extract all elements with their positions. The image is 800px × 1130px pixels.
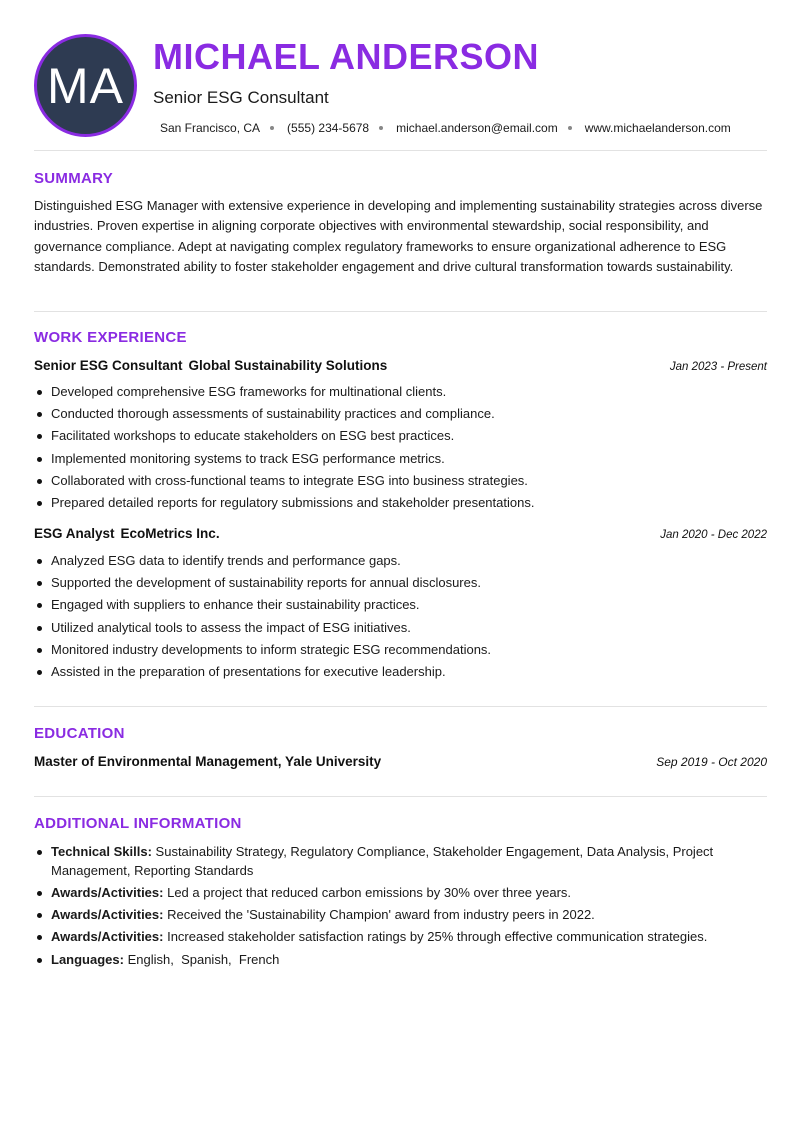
contact-phone: (555) 234-5678 <box>287 121 370 135</box>
contact-location: San Francisco, CA <box>160 121 261 135</box>
list-item: Conducted thorough assessments of sustainability practices and compliance. <box>34 406 767 422</box>
list-item: Engaged with suppliers to enhance their sustainability practices. <box>34 597 767 613</box>
job-header <box>34 358 767 373</box>
education-dates: Sep 2019 - Oct 2020 <box>656 755 767 769</box>
item-label: Technical Skills: <box>51 844 152 859</box>
contact-website[interactable]: www.michaelanderson.com <box>584 121 731 135</box>
item-text: Led a project that reduced carbon emissions by 30% over three years. <box>167 884 572 900</box>
job-dates: Jan 2020 - Dec 2022 <box>660 529 767 541</box>
list-item: Collaborated with cross-functional teams to integrate ESG into business strategies. <box>34 473 767 489</box>
item-label: Awards/Activities: <box>51 884 164 900</box>
item-text: English, Spanish, French <box>127 951 280 967</box>
job-title: ESG Analyst <box>34 526 115 541</box>
list-item: Assisted in the preparation of presentations for executive leadership. <box>34 664 767 680</box>
additional-list <box>34 843 767 973</box>
job-title: Senior ESG Consultant <box>34 358 183 373</box>
list-item <box>34 928 767 947</box>
separator-dot <box>270 126 274 130</box>
item-label: Awards/Activities: <box>51 929 164 945</box>
divider <box>34 150 767 151</box>
list-item: Monitored industry developments to inform strategic ESG recommendations. <box>34 642 767 658</box>
list-item: Supported the development of sustainability reports for annual disclosures. <box>34 575 767 591</box>
item-label: Awards/Activities: <box>51 906 164 922</box>
contact-email[interactable]: michael.anderson@email.com <box>396 121 558 135</box>
candidate-role: Senior ESG Consultant <box>153 88 329 107</box>
separator-dot <box>379 126 383 130</box>
additional-heading: ADDITIONAL INFORMATION <box>34 815 242 832</box>
education-heading: EDUCATION <box>34 725 125 742</box>
list-item: Developed comprehensive ESG frameworks for multinational clients. <box>34 384 767 400</box>
job-company: EcoMetrics Inc. <box>120 526 220 541</box>
list-item: Implemented monitoring systems to track ESG performance metrics. <box>34 451 767 467</box>
item-text: Sustainability Strategy, Regulatory Compliance, Stakeholder Engagement, Data Analysis, Project Management, Reporting Standards <box>51 844 714 878</box>
list-item <box>34 906 767 925</box>
education-degree: Master of Environmental Management, Yale University <box>34 754 382 769</box>
job-dates: Jan 2023 - Present <box>669 361 767 373</box>
item-text: Received the 'Sustainability Champion' award from industry peers in 2022. <box>167 906 595 922</box>
education-entry <box>34 754 767 769</box>
list-item <box>34 951 767 970</box>
divider <box>34 311 767 312</box>
list-item: Utilized analytical tools to assess the impact of ESG initiatives. <box>34 620 767 636</box>
list-item: Analyzed ESG data to identify trends and performance gaps. <box>34 553 767 569</box>
job-bullets <box>34 553 767 686</box>
job-header <box>34 526 767 541</box>
divider <box>34 796 767 797</box>
experience-heading: WORK EXPERIENCE <box>34 329 187 346</box>
separator-dot <box>568 126 572 130</box>
list-item <box>34 843 767 880</box>
avatar-initials: MA <box>47 57 124 114</box>
list-item <box>34 884 767 903</box>
summary-text: Distinguished ESG Manager with extensive experience in developing and implementing sustainability strategies across diverse industries. Proven expertise in aligning corporate objectives with environmental stewardship, social responsibility, and governance compliance. Adept at navigating complex regulatory frameworks to ensure organizational adherence to ESG standards. Demonstrated ability to foster stakeholder engagement and drive cultural transformation towards sustainability. <box>34 198 763 274</box>
job-bullets <box>34 384 767 517</box>
item-text: Increased stakeholder satisfaction ratings by 25% through effective communication strategies. <box>167 929 708 945</box>
item-label: Languages: <box>51 951 124 967</box>
contact-info <box>160 120 731 136</box>
summary-heading: SUMMARY <box>34 170 114 187</box>
job-title-line <box>34 526 220 541</box>
list-item: Prepared detailed reports for regulatory submissions and stakeholder presentations. <box>34 495 767 511</box>
divider <box>34 706 767 707</box>
list-item: Facilitated workshops to educate stakeholders on ESG best practices. <box>34 428 767 444</box>
avatar <box>34 34 137 137</box>
job-title-line <box>34 358 387 373</box>
job-company: Global Sustainability Solutions <box>188 358 388 373</box>
candidate-name: MICHAEL ANDERSON <box>153 36 540 77</box>
